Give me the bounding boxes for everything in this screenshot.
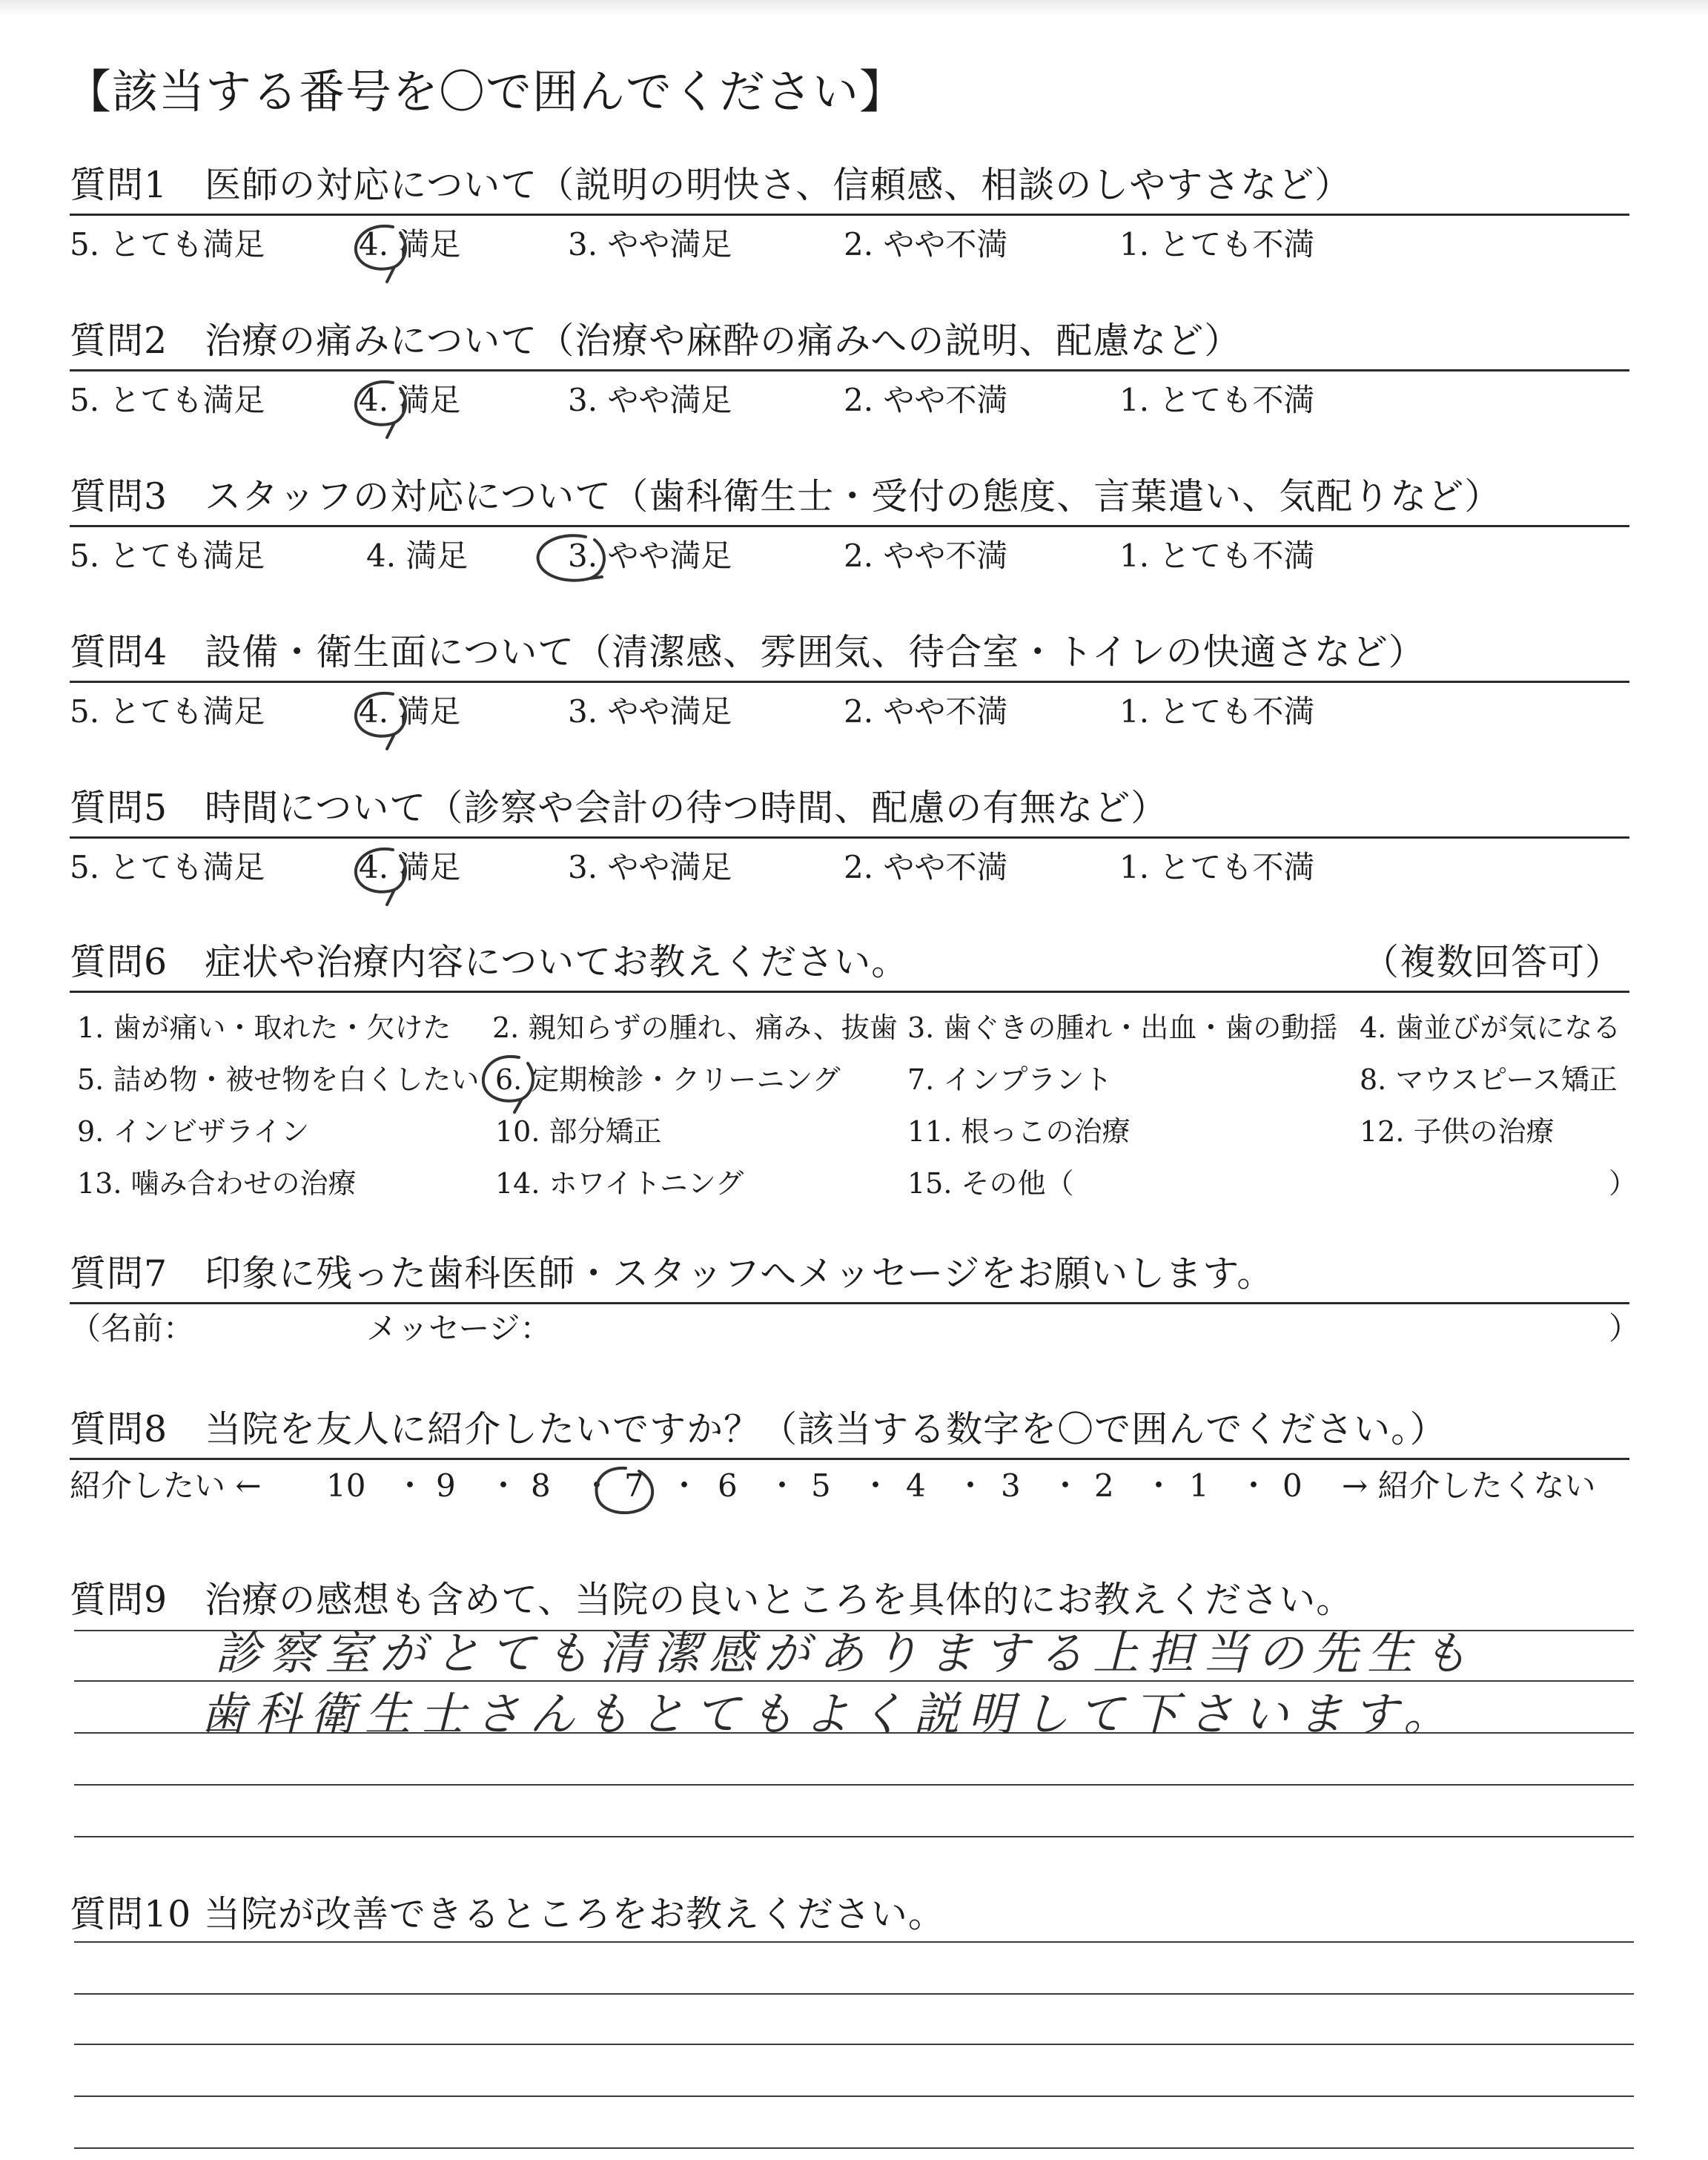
- recommend-left-label: 紹介したい ←: [70, 1467, 262, 1504]
- symptom-option-3[interactable]: 3. 歯ぐきの腫れ・出血・歯の動揺: [907, 1011, 1338, 1044]
- score-5[interactable]: 5: [811, 1467, 831, 1504]
- option-1[interactable]: 1. とても不満: [1119, 849, 1315, 885]
- option-2[interactable]: 2. やや不満: [844, 693, 1008, 730]
- scale-separator: ・: [1238, 1467, 1270, 1504]
- handwritten-answer-line-2: 歯科衛生士さんもとてもよく説明して下さいます。: [200, 1687, 1459, 1741]
- option-4[interactable]: 4. 満足: [359, 849, 461, 885]
- scale-separator: ・: [860, 1467, 892, 1504]
- score-0[interactable]: 0: [1282, 1467, 1302, 1504]
- option-5[interactable]: 5. とても満足: [70, 538, 265, 574]
- scale-separator: ・: [1050, 1467, 1082, 1504]
- score-1[interactable]: 1: [1189, 1467, 1209, 1504]
- score-10[interactable]: 10: [326, 1467, 366, 1504]
- symptom-option-8[interactable]: 8. マウスピース矯正: [1360, 1063, 1618, 1096]
- recommend-right-label: → 紹介したくない: [1342, 1467, 1596, 1504]
- option-2[interactable]: 2. やや不満: [844, 849, 1008, 885]
- option-2[interactable]: 2. やや不満: [844, 226, 1008, 262]
- question-2-title: 質問2 治療の痛みについて（治療や麻酔の痛みへの説明、配慮など）: [70, 320, 1242, 362]
- question-7-title: 質問7 印象に残った歯科医師・スタッフへメッセージをお願いします。: [70, 1252, 1274, 1295]
- option-3[interactable]: 3. やや満足: [568, 226, 732, 262]
- circle-mark-q4: [356, 693, 406, 749]
- option-5[interactable]: 5. とても満足: [70, 849, 265, 885]
- question-9-title: 質問9 治療の感想も含めて、当院の良いところを具体的にお教えください。: [70, 1579, 1354, 1621]
- score-4[interactable]: 4: [906, 1467, 926, 1504]
- question-8-title: 質問8 当院を友人に紹介したいですか？（該当する数字を〇で囲んでください。）: [70, 1408, 1447, 1450]
- handwritten-answer-line-1: 診察室がとても清潔感がありまする上担当の先生も: [215, 1626, 1477, 1680]
- symptom-option-10[interactable]: 10. 部分矯正: [495, 1115, 662, 1148]
- score-7[interactable]: 7: [624, 1467, 644, 1504]
- question-4-title: 質問4 設備・衛生面について（清潔感、雰囲気、待合室・トイレの快適さなど）: [70, 631, 1426, 673]
- score-6[interactable]: 6: [718, 1467, 738, 1504]
- multiple-answers-note: （複数回答可）: [1363, 941, 1623, 983]
- symptom-option-15[interactable]: 15. その他（: [907, 1167, 1074, 1200]
- scale-separator: ・: [581, 1467, 613, 1504]
- question-10-title: 質問10 当院が改善できるところをお教えください。: [70, 1893, 945, 1935]
- option-3[interactable]: 3. やや満足: [568, 693, 732, 730]
- option-1[interactable]: 1. とても不満: [1119, 693, 1315, 730]
- question-3-title: 質問3 スタッフの対応について（歯科衛生士・受付の態度、言葉遣い、気配りなど）: [70, 475, 1502, 518]
- option-2[interactable]: 2. やや不満: [844, 538, 1008, 574]
- question-6-title: 質問6 症状や治療内容についてお教えください。: [70, 941, 909, 983]
- symptom-option-12[interactable]: 12. 子供の治療: [1360, 1115, 1555, 1148]
- symptom-option-1[interactable]: 1. 歯が痛い・取れた・欠けた: [77, 1011, 451, 1044]
- symptom-option-11[interactable]: 11. 根っこの治療: [907, 1115, 1131, 1148]
- symptom-option-13[interactable]: 13. 噛み合わせの治療: [77, 1167, 357, 1200]
- option-5[interactable]: 5. とても満足: [70, 693, 265, 730]
- option-4[interactable]: 4. 満足: [366, 538, 469, 574]
- option-1[interactable]: 1. とても不満: [1119, 226, 1315, 262]
- symptom-option-9[interactable]: 9. インビザライン: [77, 1115, 310, 1148]
- symptom-option-6[interactable]: 6. 定期検診・クリーニング: [495, 1063, 841, 1096]
- score-3[interactable]: 3: [1001, 1467, 1021, 1504]
- score-2[interactable]: 2: [1094, 1467, 1114, 1504]
- option-3[interactable]: 3. やや満足: [568, 538, 732, 574]
- option-4[interactable]: 4. 満足: [359, 226, 461, 262]
- symptom-option-14[interactable]: 14. ホワイトニング: [495, 1167, 744, 1200]
- option-4[interactable]: 4. 満足: [359, 382, 461, 418]
- symptom-option-4[interactable]: 4. 歯並びが気になる: [1360, 1011, 1621, 1044]
- question-1-title: 質問1 医師の対応について（説明の明快さ、信頼感、相談のしやすさなど）: [70, 164, 1352, 206]
- scale-separator: ・: [955, 1467, 987, 1504]
- circle-mark-q3: [538, 535, 604, 580]
- option-1[interactable]: 1. とても不満: [1119, 382, 1315, 418]
- message-close-paren: ）: [1609, 1310, 1641, 1347]
- score-9[interactable]: 9: [436, 1467, 456, 1504]
- circle-mark-q2: [356, 382, 406, 437]
- option-3[interactable]: 3. やや満足: [568, 382, 732, 418]
- message-label: メッセージ：: [366, 1310, 552, 1347]
- scale-separator: ・: [1143, 1467, 1175, 1504]
- scale-separator: ・: [394, 1467, 426, 1504]
- option-2[interactable]: 2. やや不満: [844, 382, 1008, 418]
- scale-separator: ・: [669, 1467, 701, 1504]
- score-8[interactable]: 8: [531, 1467, 551, 1504]
- circle-mark-q1: [356, 226, 406, 282]
- symptom-option-2[interactable]: 2. 親知らずの腫れ、痛み、抜歯: [492, 1011, 898, 1044]
- question-5-title: 質問5 時間について（診察や会計の待つ時間、配慮の有無など）: [70, 787, 1168, 829]
- scale-separator: ・: [767, 1467, 798, 1504]
- circle-mark-q8: [597, 1468, 653, 1513]
- option-5[interactable]: 5. とても満足: [70, 382, 265, 418]
- other-close-paren: ）: [1609, 1167, 1638, 1200]
- symptom-option-5[interactable]: 5. 詰め物・被せ物を白くしたい: [77, 1063, 480, 1096]
- option-4[interactable]: 4. 満足: [359, 693, 461, 730]
- name-label: （名前：: [70, 1310, 195, 1347]
- option-1[interactable]: 1. とても不満: [1119, 538, 1315, 574]
- circle-mark-q6: [483, 1057, 533, 1112]
- circle-mark-q5: [356, 849, 406, 905]
- scale-separator: ・: [488, 1467, 520, 1504]
- page-title: 【該当する番号を〇で囲んでください】: [65, 65, 907, 119]
- option-3[interactable]: 3. やや満足: [568, 849, 732, 885]
- option-5[interactable]: 5. とても満足: [70, 226, 265, 262]
- symptom-option-7[interactable]: 7. インプラント: [907, 1063, 1113, 1096]
